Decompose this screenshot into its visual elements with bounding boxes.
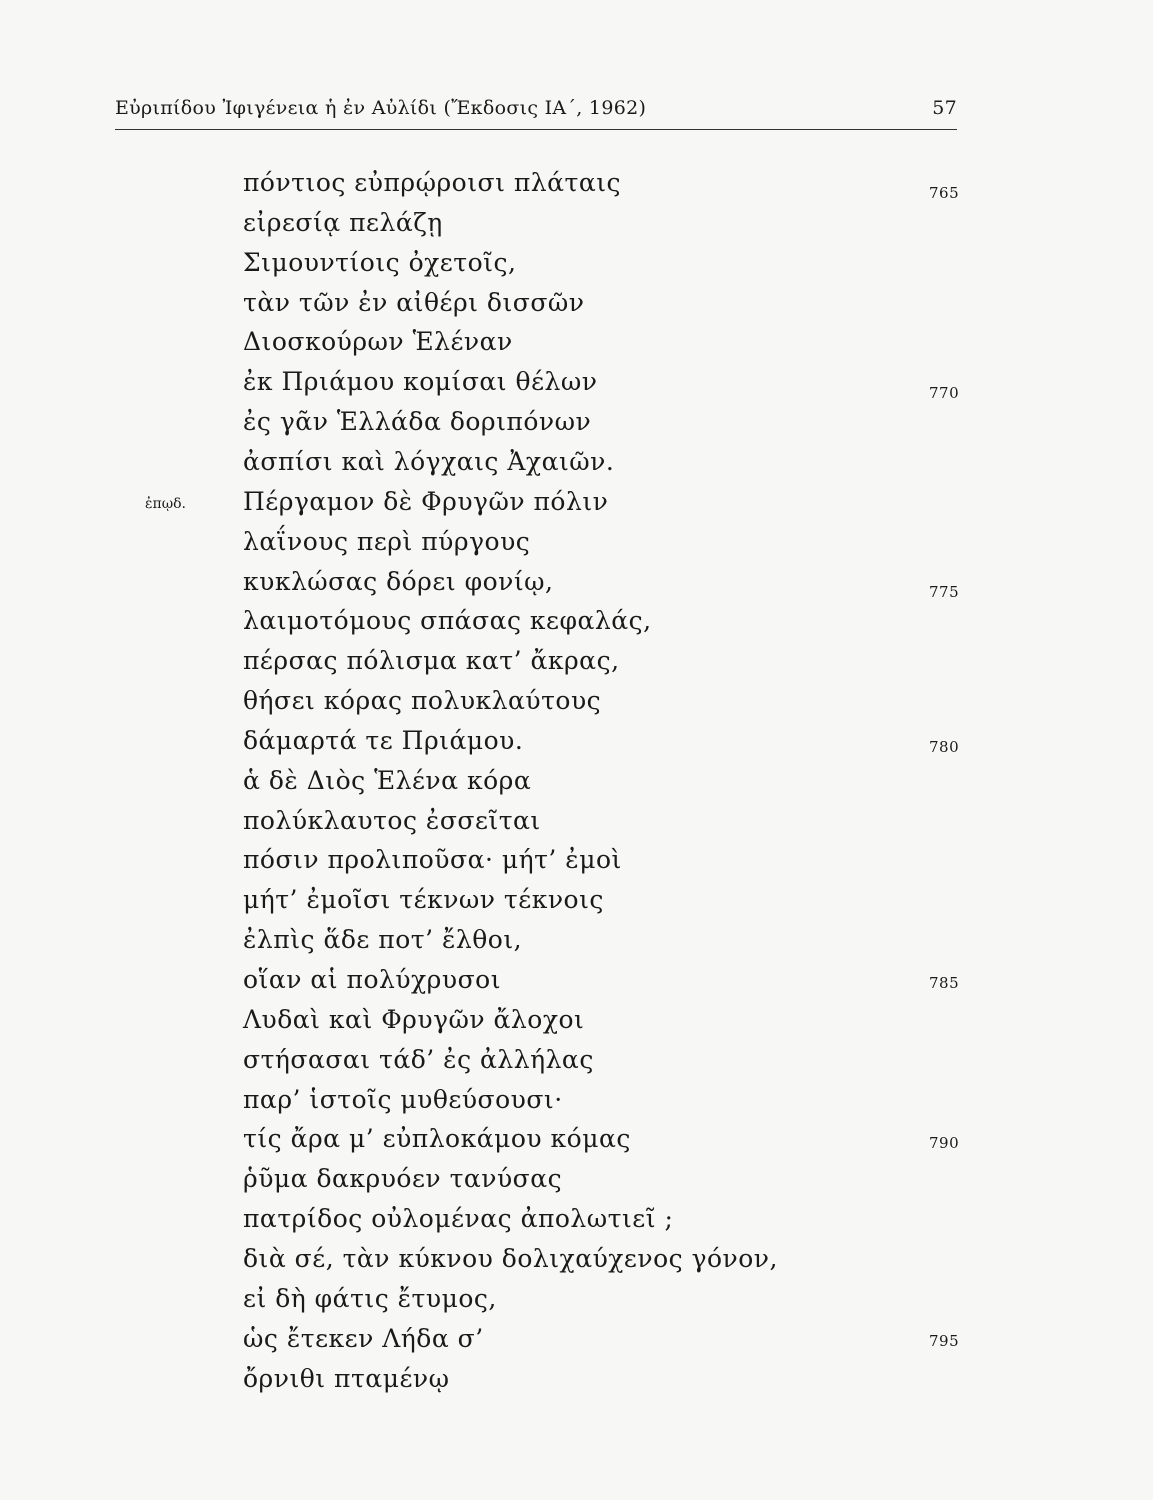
verse-line: ἐλπὶς ἅδε ποτ’ ἔλθοι, (243, 925, 523, 955)
verse-line: Διοσκούρων Ἑλέναν (243, 327, 513, 357)
verse-line: οἵαν αἱ πολύχρυσοι (243, 965, 501, 994)
verse-line: εἰ δὴ φάτις ἔτυμος, (243, 1283, 497, 1313)
verse-line: μήτ’ ἐμοῖσι τέκνων τέκνοις (243, 885, 604, 915)
verse-line: πόντιος εὐπρῴροισι πλάταις (243, 168, 622, 197)
verse-line: τὰν τῶν ἐν αἰθέρι δισσῶν (243, 287, 585, 317)
verse-line: λαΐνους περὶ πύργους (243, 526, 531, 556)
verse-line: ἀσπίσι καὶ λόγχαις Ἀχαιῶν. (243, 446, 615, 476)
verse-line: δάμαρτά τε Πριάμου. (243, 725, 524, 755)
page-number: 57 (932, 97, 957, 119)
verse-line: θήσει κόρας πολυκλαύτους (243, 686, 602, 716)
verse-line: Λυδαὶ καὶ Φρυγῶν ἄλοχοι (243, 1004, 585, 1034)
line-number: 790 (929, 1134, 960, 1152)
verse-line: ἐκ Πριάμου κομίσαι θέλων (243, 367, 598, 397)
line-number: 785 (929, 974, 960, 992)
verse-line: πατρίδος οὐλομένας ἀπολωτιεῖ ; (243, 1204, 674, 1234)
verse-line: στήσασαι τάδ’ ἐς ἀλλήλας (243, 1044, 594, 1074)
verse-line: ῥῦμα δακρυόεν τανύσας (243, 1164, 563, 1194)
verse-line: ὄρνιθι πταμένῳ (243, 1363, 450, 1393)
header-rule (115, 129, 957, 130)
verse-line: εἰρεσίᾳ πελάζῃ (243, 207, 443, 237)
verse-line: λαιμοτόμους σπάσας κεφαλάς, (243, 606, 652, 636)
line-number: 765 (929, 184, 960, 202)
verse-line: Πέργαμον δὲ Φρυγῶν πόλιν (243, 486, 609, 516)
verse-line: πολύκλαυτος ἐσσεῖται (243, 805, 541, 835)
line-number: 795 (929, 1332, 960, 1350)
verse-line: παρ’ ἱστοῖς μυθεύσουσι· (243, 1084, 563, 1114)
verse-line: διὰ σέ, τὰν κύκνου δολιχαύχενος γόνον, (243, 1243, 778, 1273)
line-number: 775 (929, 583, 960, 601)
line-number: 770 (929, 384, 960, 402)
line-number: 780 (929, 738, 960, 756)
verse-line: ἁ δὲ Διὸς Ἑλένα κόρα (243, 765, 532, 795)
verse-line: Σιμουντίοις ὀχετοῖς, (243, 247, 517, 277)
verse-line: τίς ἄρα μ’ εὐπλοκάμου κόμας (243, 1124, 631, 1154)
verse-line: κυκλώσας δόρει φονίῳ, (243, 566, 554, 596)
verse-line: ὡς ἔτεκεν Λήδα σ’ (243, 1323, 484, 1353)
header-title: Εὐριπίδου Ἰφιγένεια ἡ ἐν Αὐλίδι (Ἔκδοσις ΙΑ΄, 1962) (115, 97, 647, 119)
verse-line: ἐς γᾶν Ἑλλάδα δοριπόνων (243, 407, 592, 437)
verse-line: πόσιν προλιποῦσα· μήτ’ ἐμοὶ (243, 845, 622, 875)
epode-label: ἐπῳδ. (145, 496, 187, 512)
verse-line: πέρσας πόλισμα κατ’ ἄκρας, (243, 646, 620, 676)
